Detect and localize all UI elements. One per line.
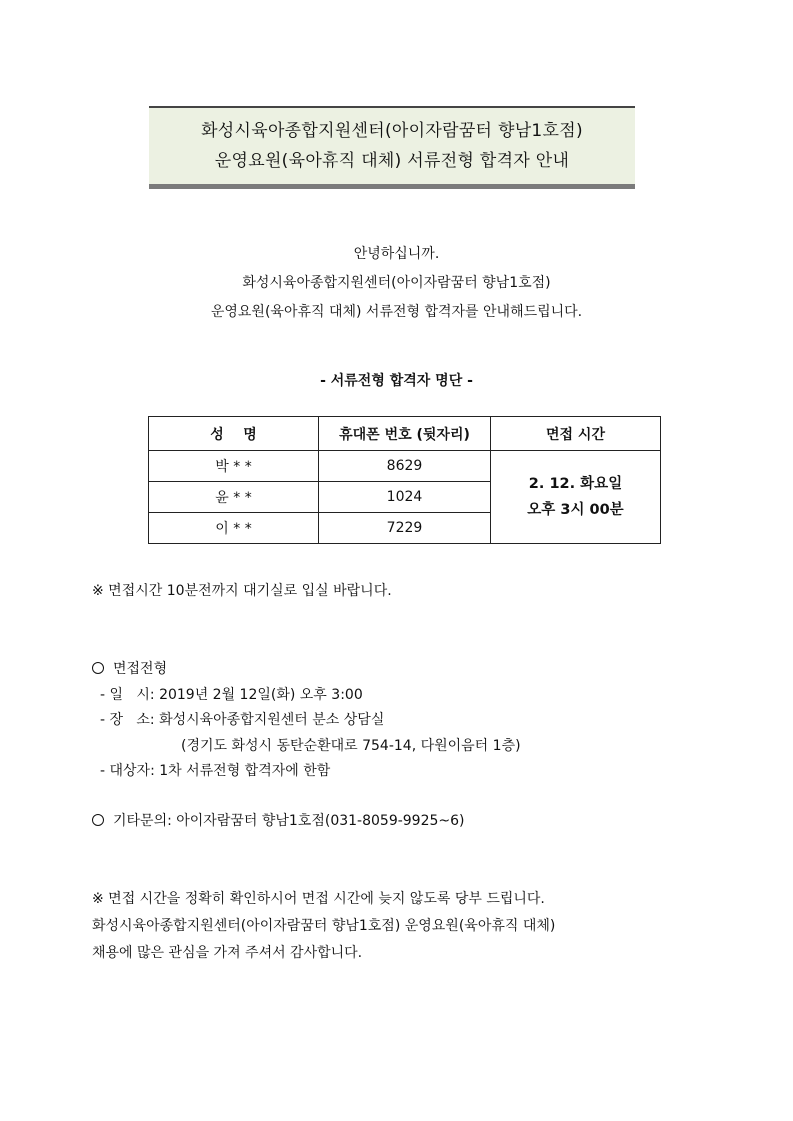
greeting-paragraph	[0, 240, 793, 327]
document-title-box	[149, 106, 635, 189]
interview-section	[92, 657, 521, 785]
interview-target-line: - 대상자: 1차 서류전형 합격자에 한함	[100, 763, 331, 779]
interview-date-line: - 일 시: 2019년 2월 12일(화) 오후 3:00	[100, 686, 363, 703]
cell-name: 윤 * *	[149, 482, 319, 513]
closing-line: ※ 면접 시간을 정확히 확인하시어 면접 시간에 늦지 않도록 당부 드립니다.	[92, 891, 545, 907]
title-line-2: 운영요원(육아휴직 대체) 서류전형 합격자 안내	[214, 151, 570, 171]
interview-address-line: (경기도 화성시 동탄순환대로 754-14, 다원이음터 1층)	[181, 737, 521, 754]
circle-bullet-icon	[92, 814, 104, 826]
table-row	[149, 451, 661, 482]
greeting-line: 안녕하십니까.	[353, 246, 440, 262]
cell-phone: 8629	[319, 451, 491, 482]
table-header-row	[149, 417, 661, 451]
greeting-line: 화성시육아종합지원센터(아이자람꿈터 향남1호점)	[242, 275, 551, 291]
cell-phone: 7229	[319, 513, 491, 544]
interview-date: 2. 12. 화요일	[528, 476, 623, 492]
circle-bullet-icon	[92, 662, 104, 674]
interview-hour: 오후 3시 00분	[527, 502, 624, 518]
contact-text: 기타문의: 아이자람꿈터 향남1호점(031-8059-9925~6)	[113, 813, 465, 829]
greeting-line: 운영요원(육아휴직 대체) 서류전형 합격자를 안내해드립니다.	[210, 304, 583, 320]
header-interview-time: 면접 시간	[491, 417, 661, 451]
header-phone: 휴대폰 번호 (뒷자리)	[319, 417, 491, 451]
contact-line	[92, 810, 465, 830]
roster-title: - 서류전형 합격자 명단 -	[320, 373, 473, 389]
title-line-1: 화성시육아종합지원센터(아이자람꿈터 향남1호점)	[201, 121, 583, 141]
closing-paragraph	[92, 886, 555, 967]
cell-name: 이 * *	[149, 513, 319, 544]
closing-line: 화성시육아종합지원센터(아이자람꿈터 향남1호점) 운영요원(육아휴직 대체)	[92, 918, 556, 934]
cell-name: 박 * *	[149, 451, 319, 482]
cell-interview-time	[491, 451, 661, 544]
header-name: 성 명	[149, 417, 319, 451]
passer-table	[148, 416, 661, 544]
cell-phone: 1024	[319, 482, 491, 513]
interview-place-line: - 장 소: 화성시육아종합지원센터 분소 상담실	[100, 712, 385, 728]
arrival-notice: ※ 면접시간 10분전까지 대기실로 입실 바랍니다.	[92, 583, 392, 599]
closing-line: 채용에 많은 관심을 가져 주셔서 감사합니다.	[92, 945, 363, 961]
interview-heading: 면접전형	[113, 661, 168, 677]
